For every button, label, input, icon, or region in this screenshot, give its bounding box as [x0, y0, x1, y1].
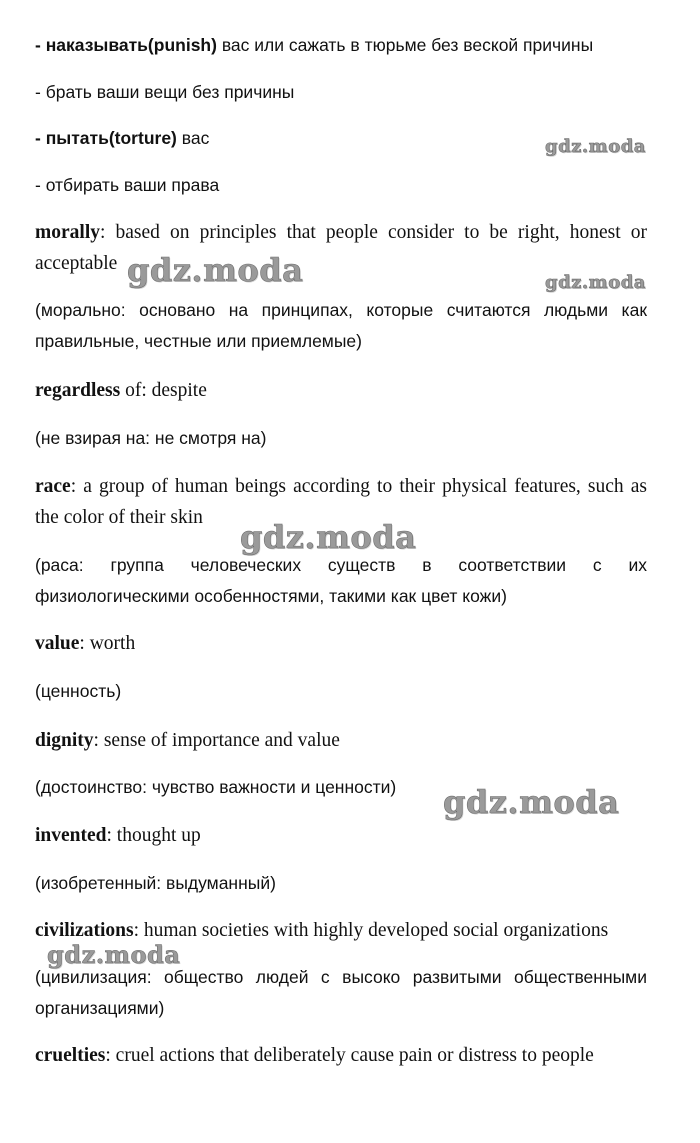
bullet-term: - наказывать(punish): [35, 35, 217, 55]
entry-definition-text: of: despite: [120, 380, 207, 401]
watermark-logo: gdz.moda: [240, 518, 417, 556]
bullet-text: - брать ваши вещи без причины: [35, 82, 295, 102]
entry-translation: [35, 868, 647, 899]
entry-definition: [35, 820, 647, 851]
entry-term: race: [35, 476, 71, 497]
entry-definition: [35, 628, 647, 659]
entry-term: invented: [35, 825, 107, 846]
entry-translation: [35, 772, 647, 803]
watermark-logo: gdz.moda: [47, 940, 181, 969]
watermark-logo: gdz.moda: [545, 136, 646, 157]
entry-term: dignity: [35, 730, 94, 751]
entry-definition: [35, 915, 647, 946]
entry-definition-text: : cruel actions that deliberately cause pain or distress to people: [105, 1045, 594, 1066]
entry-translation: [35, 295, 647, 357]
entry-translation: [35, 962, 647, 1024]
entry-definition-text: : human societies with highly developed social organizations: [133, 920, 609, 941]
entry-definition-text: : a group of human beings according to their physical features, such as the color of their skin: [35, 476, 647, 528]
entry-definition: [35, 471, 647, 533]
bullet-term: - пытать(torture): [35, 128, 177, 148]
bullet-text: вас: [176, 128, 210, 148]
entry-definition: [35, 217, 647, 279]
entry-term: regardless: [35, 380, 121, 401]
entry-definition-text: : based on principles that people consider to be right, honest or acceptable: [35, 222, 647, 274]
watermark-logo: gdz.moda: [127, 251, 304, 289]
entry-translation-text: (морально: основано на принципах, которые считаются людьми как правильные, честные или приемлемые): [35, 300, 647, 351]
bullet-line-torture: [35, 123, 647, 154]
entry-translation: [35, 550, 647, 612]
entry-term: civilizations: [35, 920, 134, 941]
entry-definition: [35, 725, 647, 756]
entry-term: value: [35, 633, 80, 654]
entry-translation-text: (не взирая на: не смотря на): [35, 428, 267, 448]
entry-definition: [35, 1040, 655, 1071]
entry-definition: [35, 375, 647, 406]
entry-translation-text: (раса: группа человеческих существ в соответствии с их физиологическими особенностями, такими как цвет кожи): [35, 555, 647, 606]
bullet-line-rights: [35, 170, 647, 201]
entry-translation-text: (цивилизация: общество людей с высоко развитыми общественными организациями): [35, 967, 647, 1018]
bullet-line-take-things: [35, 77, 647, 108]
entry-translation: [35, 676, 647, 707]
entry-translation: [35, 423, 647, 454]
entry-definition-text: : sense of importance and value: [93, 730, 340, 751]
entry-definition-text: : thought up: [106, 825, 201, 846]
entry-translation-text: (изобретенный: выдуманный): [35, 873, 276, 893]
bullet-line-punish: [35, 30, 647, 61]
entry-translation-text: (ценность): [35, 681, 122, 701]
bullet-text: - отбирать ваши права: [35, 175, 220, 195]
entry-term: cruelties: [35, 1045, 106, 1066]
watermark-logo: gdz.moda: [545, 272, 646, 293]
watermark-logo: gdz.moda: [443, 783, 620, 821]
bullet-text: вас или сажать в тюрьме без веской причины: [216, 35, 594, 55]
entry-definition-text: : worth: [79, 633, 136, 654]
entry-term: morally: [35, 222, 100, 243]
entry-translation-text: (достоинство: чувство важности и ценности): [35, 777, 397, 797]
